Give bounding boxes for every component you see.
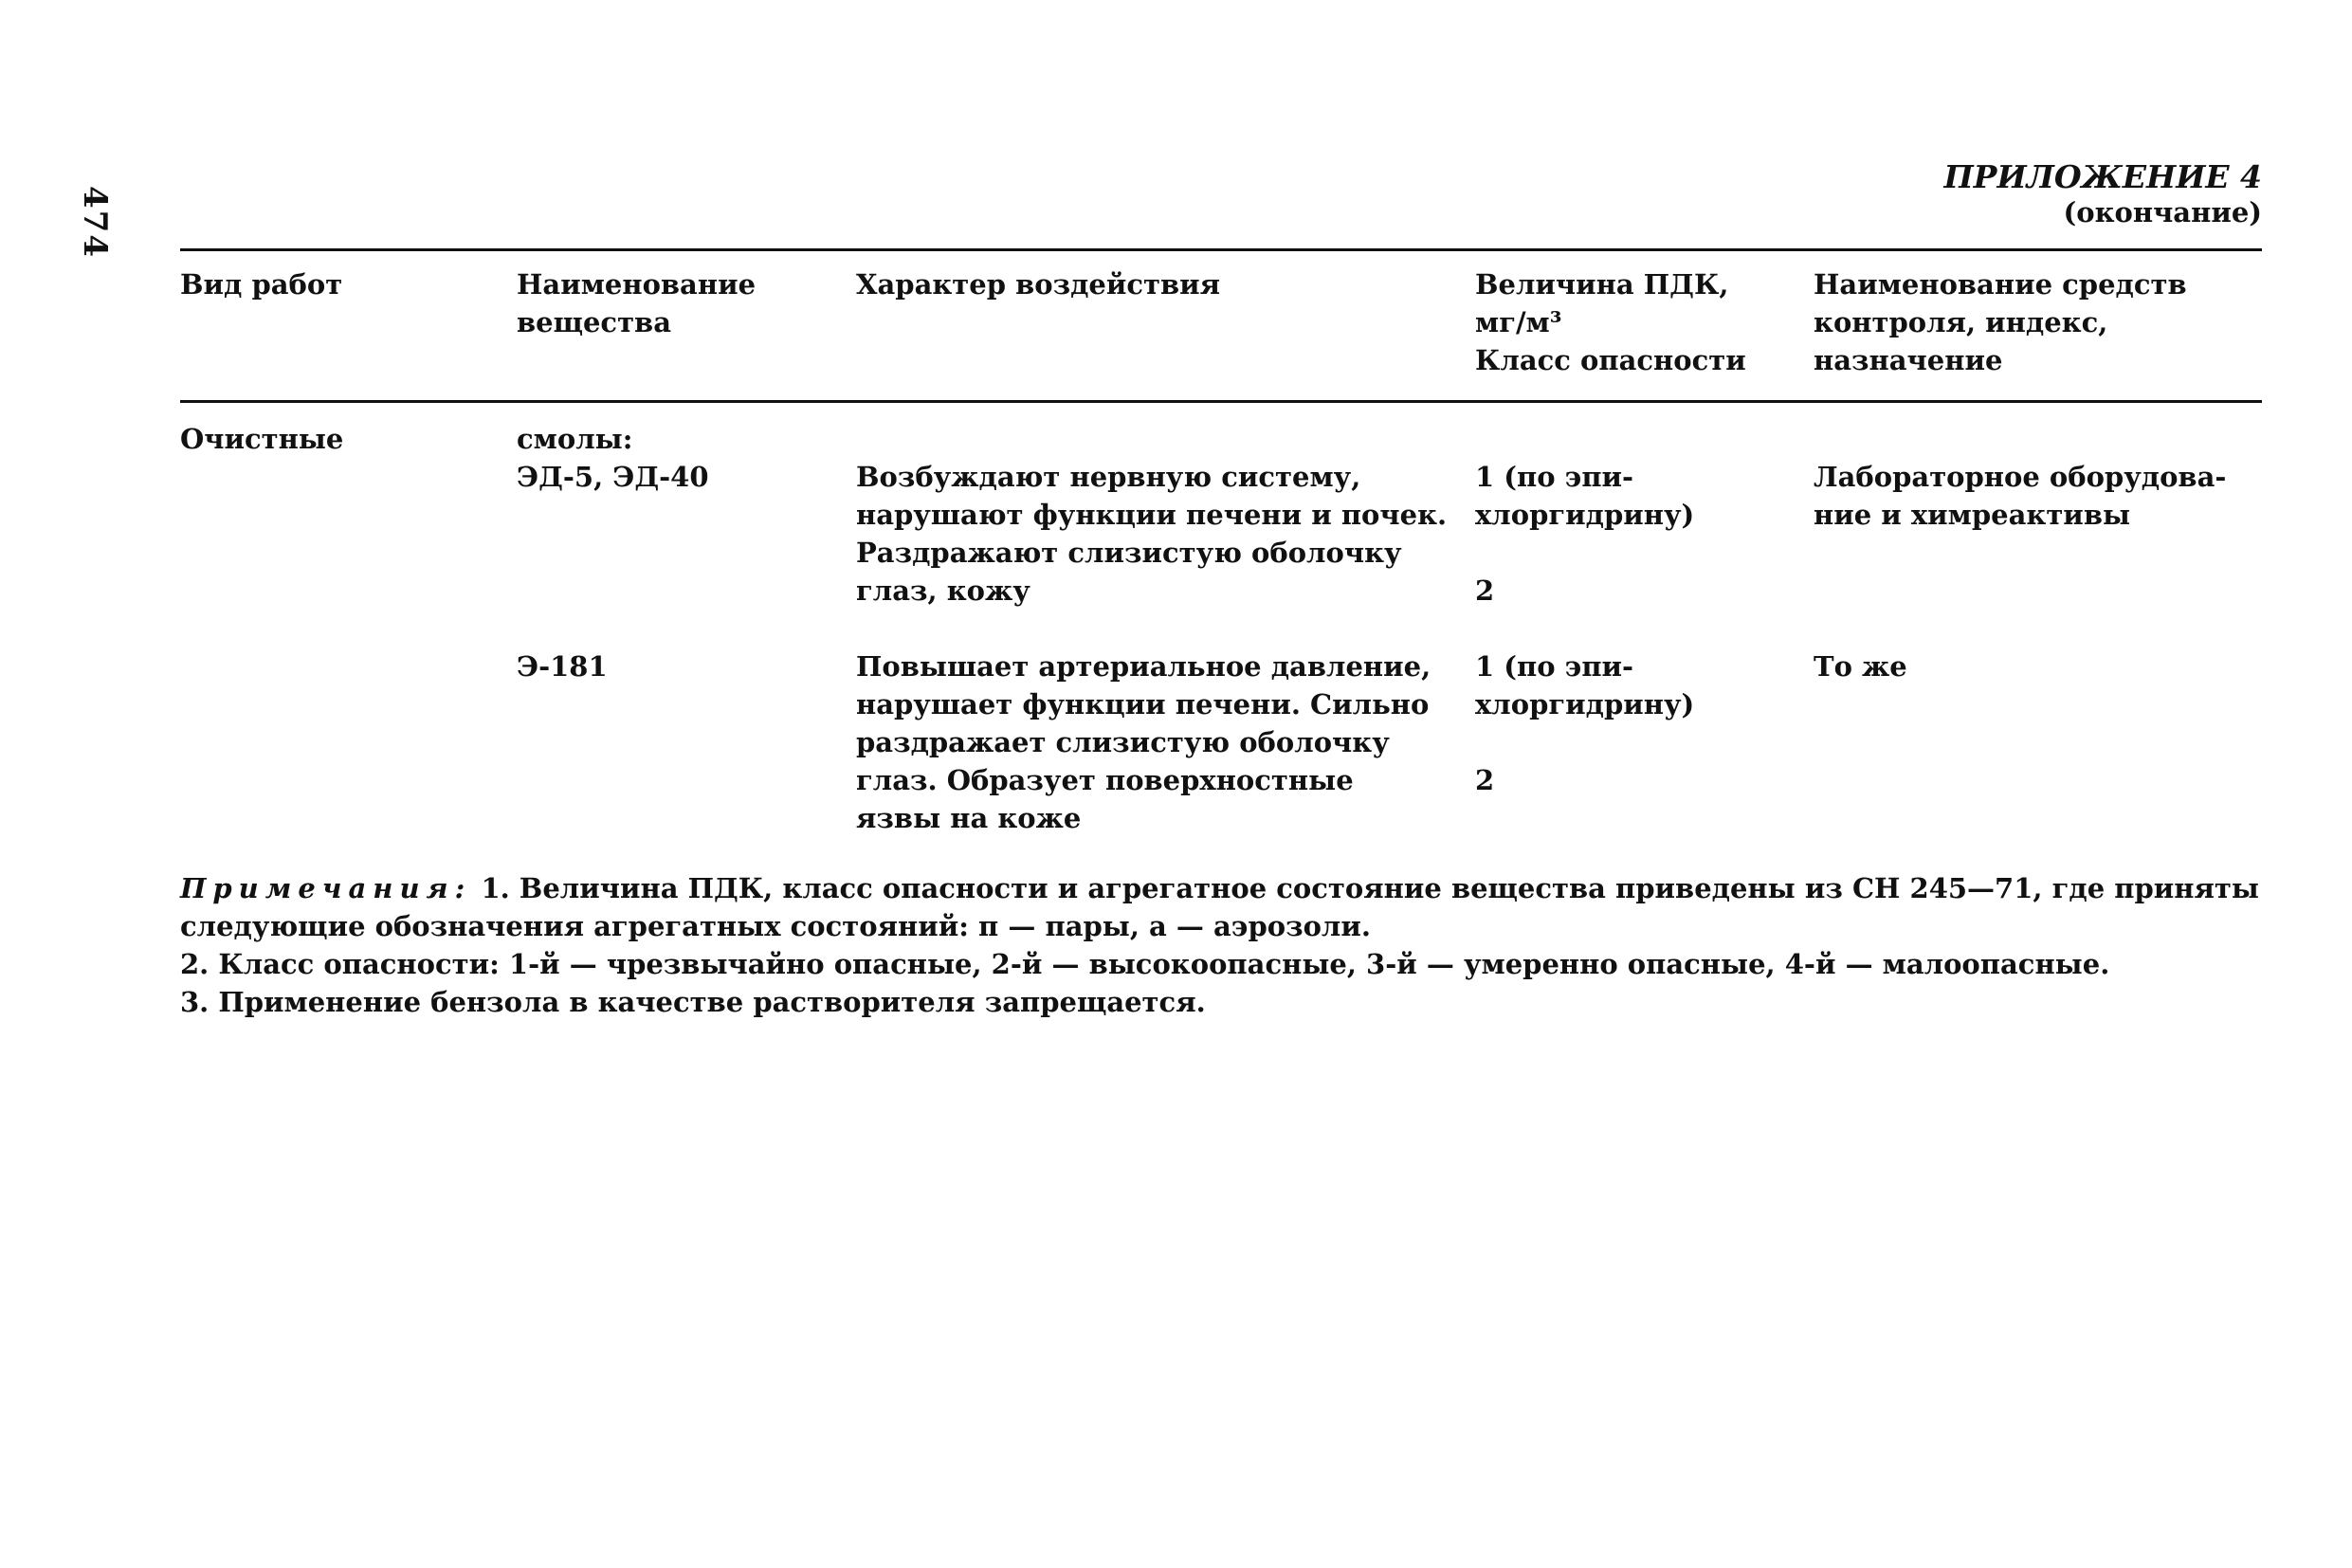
appendix-subtitle: (окончание) [2063, 196, 2262, 228]
appendix-title: ПРИЛОЖЕНИЕ 4 [1943, 158, 2262, 195]
work-type-cell: Очистные [180, 423, 344, 455]
notes-label: Примечания: [180, 872, 472, 904]
row-1-control: Лабораторное оборудова- ние и химреактивы [1814, 461, 2227, 531]
row-1-effect: Возбуждают нервную систему, нарушают функции печени и почек. Раздражают слизистую оболочку глаз, кожу [856, 461, 1448, 607]
notes-section [180, 869, 2266, 1021]
table-header-rule [180, 400, 2262, 403]
header-effect: Характер воздействия [856, 268, 1221, 301]
header-pdk: Величина ПДК, мг/м³ Класс опасности [1475, 268, 1746, 376]
row-1-hazard-class: 2 [1475, 574, 1495, 607]
row-2-substance: Э-181 [517, 650, 608, 683]
row-2-effect: Повышает артериальное давление, нарушает функции печени. Сильно раздражает слизистую оболочку глаз. Образует поверхностные язвы на коже [856, 650, 1431, 834]
page-number: 474 [76, 186, 114, 259]
header-work-type: Вид работ [180, 268, 343, 301]
row-1-substance: ЭД-5, ЭД-40 [517, 461, 709, 493]
table-top-rule [180, 248, 2262, 251]
note-1 [180, 869, 2266, 945]
header-control-means: Наименование средств контроля, индекс, назначение [1814, 268, 2187, 376]
row-2-control: То же [1814, 650, 1907, 683]
note-1-text: 1. Величина ПДК, класс опасности и агрегатное состояние вещества приведены из СН 245—71, где приняты следующие обозначения агрегатных состояний: п — пары, а — аэрозоли. [180, 872, 2259, 942]
header-substance-name: Наименование вещества [517, 268, 757, 338]
group-label: смолы: [517, 423, 633, 455]
row-1-pdk: 1 (по эпи- хлоргидрину) [1475, 461, 1695, 531]
row-2-hazard-class: 2 [1475, 764, 1495, 796]
note-3: 3. Применение бензола в качестве растворителя запрещается. [180, 986, 1206, 1018]
note-2: 2. Класс опасности: 1-й — чрезвычайно опасные, 2-й — высокоопасные, 3-й — умеренно опасные, 4-й — малоопасные. [180, 948, 2110, 980]
row-2-pdk: 1 (по эпи- хлоргидрину) [1475, 650, 1695, 720]
